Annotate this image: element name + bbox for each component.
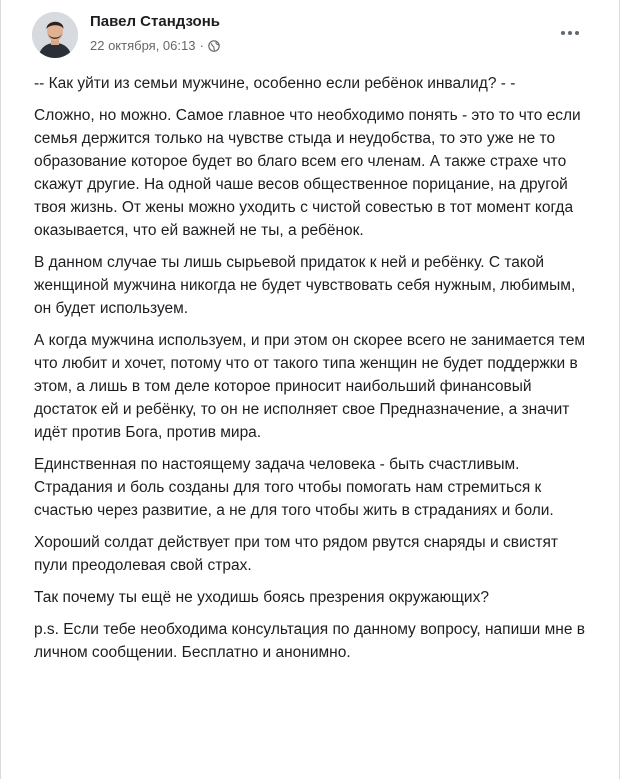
meta-separator: · [199, 38, 204, 53]
avatar-image [32, 12, 78, 58]
post-paragraph: В данном случае ты лишь сырьевой придаток к ней и ребёнку. С такой женщиной мужчина никогда не будет чувствовать себя нужным, любимым, он будет используем. [34, 254, 576, 317]
post-paragraph: Сложно, но можно. Самое главное что необходимо понять - это то что если семья держится только на чувстве стыда и неудобства, то это уже не то образование которое будет во благо всем его членам. А также страхе что скажут другие. На одной чаше весов общественное порицание, на другой твоя жизнь. От жены можно уходить с чистой совестью в тот момент когда оказывается, что ей важней не ты, а ребёнок. [34, 107, 581, 239]
avatar[interactable] [32, 12, 78, 58]
post-paragraph: -- Как уйти из семьи мужчине, особенно если ребёнок инвалид? - - [34, 75, 516, 92]
post-date[interactable]: 22 октября, 06:13 [90, 38, 196, 53]
post-meta [90, 38, 220, 53]
post-paragraph: p.s. Если тебе необходима консультация по данному вопросу, напиши мне в личном сообщении. Бесплатно и анонимно. [34, 621, 585, 661]
globe-icon [208, 40, 220, 52]
post-paragraph: А когда мужчина используем, и при этом он скорее всего не занимается тем что любит и хочет, потому что от такого типа женщин не будет поддержки в этом, а лишь в том деле которое приносит наибольший финансовый достаток ей и ребёнку, то он не исполняет свое Предназначение, а значит идёт против Бога, против мира. [34, 332, 585, 441]
post-paragraph: Так почему ты ещё не уходишь боясь презрения окружающих? [34, 589, 489, 606]
post-paragraph: Хороший солдат действует при том что рядом рвутся снаряды и свистят пули преодолевая свой страх. [34, 534, 558, 574]
more-dots-icon[interactable] [555, 20, 585, 46]
post-header [1, 0, 620, 64]
post-body [34, 72, 594, 673]
post-paragraph: Единственная по настоящему задача человека - быть счастливым. Страдания и боль созданы для того чтобы помогать нам стремиться к счастью через развитие, а не для того чтобы жить в страданиях и боли. [34, 456, 554, 519]
author-name-link[interactable]: Павел Стандзонь [90, 13, 220, 30]
